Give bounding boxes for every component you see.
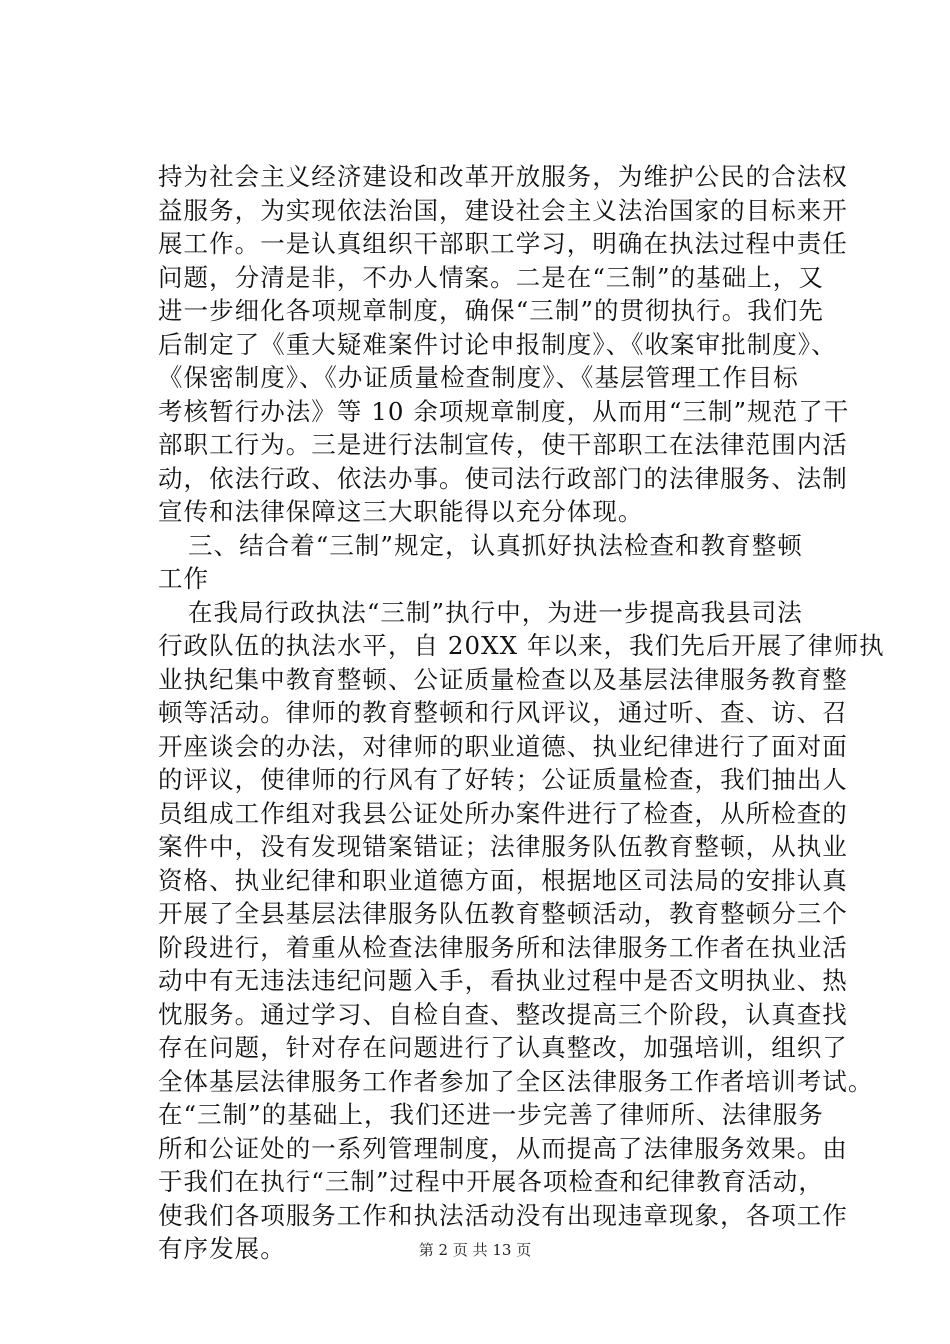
body-text-line: 开展了全县基层法律服务队伍教育整顿活动，教育整顿分三个 bbox=[158, 899, 848, 928]
body-text-line: 在“三制”的基础上，我们还进一步完善了律师所、法律服务 bbox=[158, 1100, 824, 1129]
body-text-line: 《保密制度》、《办证质量检查制度》、《基层管理工作目标 bbox=[158, 363, 799, 392]
body-text-line: 使我们各项服务工作和执法活动没有出现违章现象，各项工作 bbox=[158, 1200, 848, 1230]
body-text-line: 所和公证处的一系列管理制度，从而提高了法律服务效果。由 bbox=[158, 1133, 848, 1163]
body-text-line: 展工作。一是认真组织干部职工学习，明确在执法过程中责任 bbox=[158, 229, 848, 258]
body-text-line: 业执纪集中教育整顿、公证质量检查以及基层法律服务教育整 bbox=[158, 664, 848, 694]
body-text-line: 开座谈会的办法，对律师的职业道德、执业纪律进行了面对面 bbox=[158, 731, 848, 761]
body-text-line: 益服务，为实现依法治国，建设社会主义法治国家的目标来开 bbox=[158, 195, 848, 225]
section-heading-line: 工作 bbox=[158, 564, 210, 593]
body-text-line: 后制定了《重大疑难案件讨论申报制度》、《收案审批制度》、 bbox=[158, 329, 837, 359]
body-text-line: 员组成工作组对我县公证处所办案件进行了检查，从所检查的 bbox=[158, 798, 848, 828]
body-text-line: 忱服务。通过学习、自检自查、整改提高三个阶段，认真查找 bbox=[158, 999, 848, 1029]
body-text-line: 在我局行政执法“三制”执行中，为进一步提高我县司法 bbox=[188, 597, 803, 627]
body-text-line: 考核暂行办法》等 10 余项规章制度，从而用“三制”规范了干 bbox=[158, 396, 850, 426]
body-text-line: 资格、执业纪律和职业道德方面，根据地区司法局的安排认真 bbox=[158, 865, 848, 895]
section-heading-line: 三、结合着“三制”规定，认真抓好执法检查和教育整顿 bbox=[188, 530, 803, 560]
body-text-line: 全体基层法律服务工作者参加了全区法律服务工作者培训考试。 bbox=[158, 1066, 874, 1096]
body-text-line: 问题，分清是非，不办人情案。二是在“三制”的基础上，又 bbox=[158, 262, 824, 292]
body-text-line: 宣传和法律保障这三大职能得以充分体现。 bbox=[158, 497, 644, 526]
body-text-line: 动中有无违法违纪问题入手，看执业过程中是否文明执业、热 bbox=[158, 966, 848, 995]
body-text-line: 有序发展。 bbox=[158, 1234, 286, 1263]
body-text-line: 顿等活动。律师的教育整顿和行风评议，通过听、查、访、召 bbox=[158, 698, 848, 727]
body-text-line: 动，依法行政、依法办事。使司法行政部门的法律服务、法制 bbox=[158, 463, 848, 493]
body-text-line: 持为社会主义经济建设和改革开放服务，为维护公民的合法权 bbox=[158, 162, 848, 191]
document-body bbox=[158, 160, 885, 1266]
body-text-line: 进一步细化各项规章制度，确保“三制”的贯彻执行。我们先 bbox=[158, 296, 824, 325]
body-text-line: 部职工行为。三是进行法制宣传，使干部职工在法律范围内活 bbox=[158, 430, 848, 459]
body-text-line: 存在问题，针对存在问题进行了认真整改，加强培训，组织了 bbox=[158, 1033, 848, 1062]
body-text-line: 阶段进行，着重从检查法律服务所和法律服务工作者在执业活 bbox=[158, 932, 848, 962]
body-text-line: 行政队伍的执法水平，自 20XX 年以来，我们先后开展了律师执 bbox=[158, 631, 885, 660]
page-number-footer: 第 2 页 共 13 页 bbox=[418, 1241, 532, 1259]
body-text-line: 的评议，使律师的行风有了好转；公证质量检查，我们抽出人 bbox=[158, 765, 848, 794]
body-text-line: 于我们在执行“三制”过程中开展各项检查和纪律教育活动， bbox=[158, 1167, 824, 1196]
body-text-line: 案件中，没有发现错案错证；法律服务队伍教育整顿，从执业 bbox=[158, 832, 848, 861]
